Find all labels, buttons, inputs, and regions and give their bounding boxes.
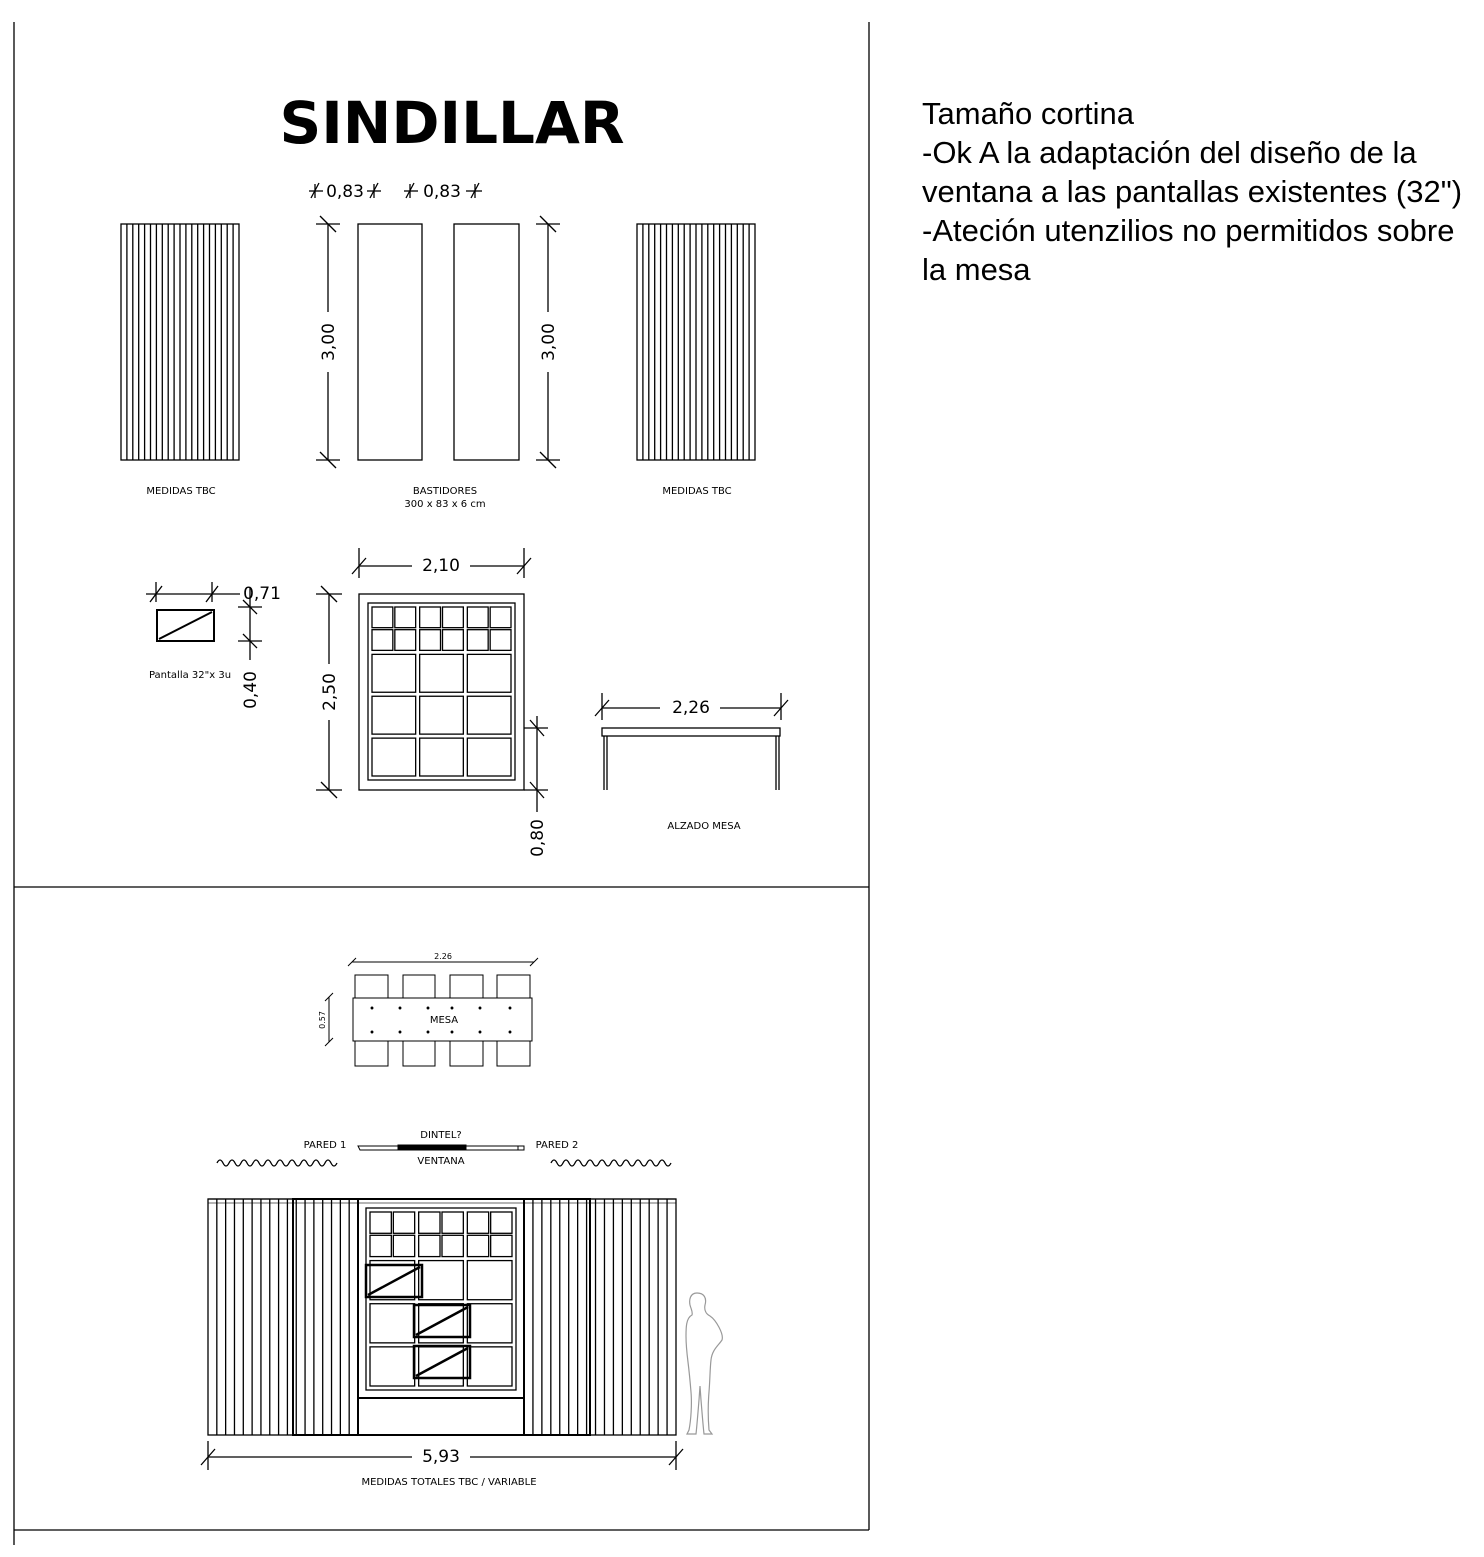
window-pane-small [370, 1235, 391, 1256]
dim-height-right: 3,00 [539, 323, 559, 361]
curtain-outline [208, 1199, 358, 1435]
frame-right-installed [524, 1199, 590, 1435]
caption-screen: Pantalla 32"x 3u [148, 670, 232, 681]
window-pane-small [420, 607, 441, 628]
window-pane-small [442, 1212, 463, 1233]
curtain-right [637, 224, 755, 460]
caption-curtain-left: MEDIDAS TBC [146, 486, 216, 497]
wall-opening [358, 1199, 524, 1435]
curtain-outline [524, 1199, 676, 1435]
window-pane [370, 1261, 415, 1300]
screen-symbol-diagonal [159, 612, 212, 639]
window-pane-small [467, 607, 488, 628]
frame-right [454, 224, 519, 460]
notes-line-2: -Ateción utenzilios no permitidos sobre la mesa [922, 213, 1455, 287]
dim-window-sill: 0,80 [528, 819, 548, 857]
plan-window [358, 1145, 524, 1150]
dim-window-width: 2,10 [422, 556, 460, 576]
dim-screen-width: 0,71 [243, 584, 281, 604]
window-pane-small [395, 607, 416, 628]
wall-wave-right [551, 1160, 671, 1166]
window-pane-small [442, 1235, 463, 1256]
window-pane-small [419, 1212, 440, 1233]
plan-dot [427, 1007, 429, 1009]
plan-dot [399, 1031, 401, 1033]
caption-total: MEDIDAS TOTALES TBC / VARIABLE [361, 1477, 537, 1488]
window-pane-small [443, 630, 464, 651]
caption-frames-size: 300 x 83 x 6 cm [404, 499, 486, 510]
window-pane [372, 654, 416, 692]
plan-dot [509, 1031, 511, 1033]
label-window: VENTANA [417, 1156, 465, 1167]
label-wall-right: PARED 2 [535, 1140, 579, 1151]
screens-installed [366, 1265, 470, 1378]
plan-dot [371, 1031, 373, 1033]
window-pane-small [395, 630, 416, 651]
dim-window-sill-lines [524, 716, 548, 812]
window-pane [467, 1304, 512, 1343]
window-pane-small [491, 1212, 512, 1233]
bottom-curtains [208, 1199, 676, 1435]
dim-frame-width-left: 0,83 [326, 182, 364, 202]
plan-table-depth: 0.57 [318, 1011, 327, 1029]
window-pane-small [467, 630, 488, 651]
window-pane-small [393, 1235, 414, 1256]
notes-line-1: -Ok A la adaptación del diseño de la ventana a las pantallas existentes (32") [922, 135, 1463, 209]
plan-table-length: 2.26 [434, 952, 452, 961]
table-top [602, 728, 780, 736]
window-panes [372, 607, 511, 776]
window-pane-small [490, 630, 511, 651]
window-pane [420, 654, 464, 692]
plan-dot [451, 1031, 453, 1033]
window-pane [467, 654, 511, 692]
curtain-left [121, 224, 239, 460]
window-pane [372, 738, 416, 776]
dim-window-height: 2,50 [320, 673, 340, 711]
dim-total-width: 5,93 [422, 1447, 460, 1467]
plan-dot [451, 1007, 453, 1009]
window-pane-small [467, 1235, 488, 1256]
window-pane [420, 696, 464, 734]
window-pane-small [393, 1212, 414, 1233]
plan-dot [509, 1007, 511, 1009]
plan-dot [479, 1031, 481, 1033]
window-panes-installed [370, 1212, 512, 1386]
plan-dot [479, 1007, 481, 1009]
label-lintel: DINTEL? [420, 1130, 462, 1141]
window-pane [420, 738, 464, 776]
frame-left [358, 224, 422, 460]
window-pane [372, 696, 416, 734]
label-wall-left: PARED 1 [303, 1140, 347, 1151]
person-silhouette [686, 1293, 722, 1434]
window-pane-small [372, 607, 393, 628]
frame-left-installed [293, 1199, 358, 1435]
window-pane [467, 696, 511, 734]
window-pane-small [491, 1235, 512, 1256]
notes-panel [922, 94, 1467, 289]
notes-heading: Tamaño cortina [922, 96, 1134, 131]
window-pane-small [419, 1235, 440, 1256]
caption-curtain-right: MEDIDAS TBC [662, 486, 732, 497]
window-pane-small [443, 607, 464, 628]
dim-frame-width-right: 0,83 [423, 182, 461, 202]
window-pane [419, 1261, 464, 1300]
plan-dot [371, 1007, 373, 1009]
window-pane [467, 1347, 512, 1386]
window-pane [370, 1304, 415, 1343]
plan-dot [399, 1007, 401, 1009]
window-pane-small [370, 1212, 391, 1233]
window-pane-small [467, 1212, 488, 1233]
window-pane-small [420, 630, 441, 651]
window-pane [370, 1347, 415, 1386]
wall-wave-left [217, 1160, 337, 1166]
dim-table-length: 2,26 [672, 698, 710, 718]
plan-table-label: MESA [429, 1015, 459, 1026]
drawing-title: SINDILLAR [279, 89, 625, 157]
dim-height-left: 3,00 [319, 323, 339, 361]
window-pane [467, 738, 511, 776]
window-pane-small [490, 607, 511, 628]
caption-table: ALZADO MESA [667, 821, 741, 832]
dim-screen-height: 0,40 [241, 671, 261, 709]
caption-frames-title: BASTIDORES [412, 486, 478, 497]
plan-dot [427, 1031, 429, 1033]
plan-table [325, 958, 538, 1066]
window-pane [467, 1261, 512, 1300]
window-pane-small [372, 630, 393, 651]
